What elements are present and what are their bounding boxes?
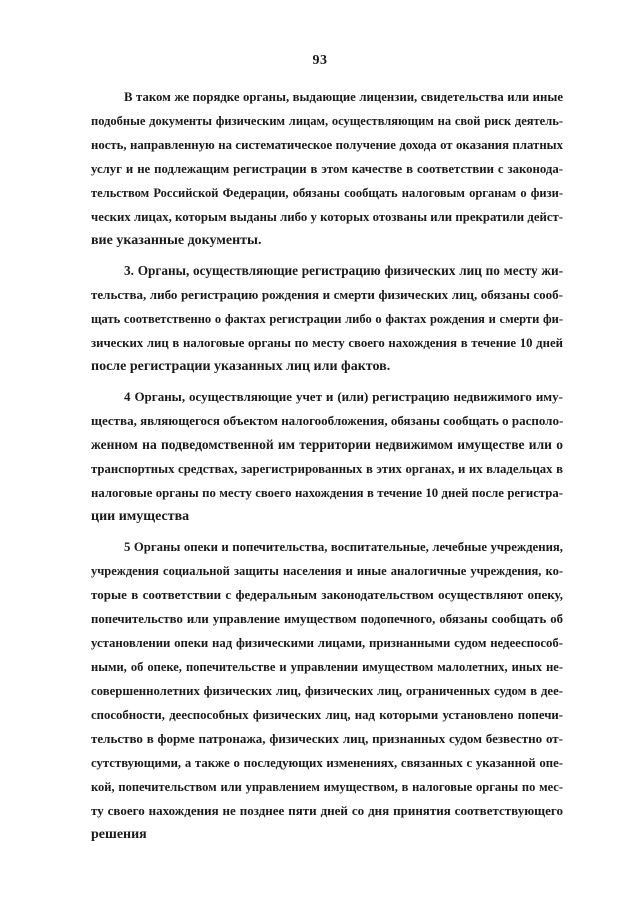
text-line: установлении опеки над физическими лицами, признанными судом недееспособ- <box>91 636 563 650</box>
text-line: зических лиц в налоговые органы по месту своего нахождения в течение 10 дней <box>91 336 563 350</box>
text-line: тельством Российской Федерации, обязаны сообщать налоговым органам о физи- <box>91 186 563 200</box>
text-line: вие указанные документы. <box>91 233 262 248</box>
page-number: 93 <box>312 53 328 68</box>
text-line: 3. Органы, осуществляющие регистрацию физических лиц по месту жи- <box>124 263 563 278</box>
text-line: тельства, либо регистрацию рождения и смерти физических лиц, обязаны сооб- <box>91 287 563 302</box>
text-line: щества, являющегося объектом налогообложения, обязаны сообщать о располо- <box>91 413 564 428</box>
text-line: после регистрации указанных лиц или фактов. <box>91 359 391 374</box>
text-line: решения <box>91 827 147 842</box>
text-line: торые в соответствии с федеральным законодательством осуществляют опеку, <box>91 587 563 602</box>
text-line: кой, попечительством или управлением имуществом, в налоговые органы по мес- <box>91 780 563 794</box>
text-line: ческих лицах, которым выданы либо у которых отозваны или прекратили дейст- <box>91 210 563 224</box>
text-line: транспортных средствах, зарегистрированных в этих органах, и их владельцах в <box>91 462 563 476</box>
text-line: попечительство или управление имуществом подопечного, обязаны сообщать об <box>91 612 563 626</box>
text-line: В таком же порядке органы, выдающие лицензии, свидетельства или иные <box>124 90 563 104</box>
text-line: ции имущества <box>91 509 190 524</box>
text-line: женном на подведомственной им территории недвижимом имуществе или о <box>91 437 563 452</box>
text-line: учреждения социальной защиты населения и иные аналогичные учреждения, ко- <box>91 564 563 578</box>
text-line: сутствующими, а также о последующих изменениях, связанных с указанной опе- <box>91 756 563 770</box>
text-line: услуг и не подлежащим регистрации в этом качестве в соответствии с законода- <box>91 162 563 176</box>
text-line: подобные документы физическим лицам, осуществляющим на свой риск деятель- <box>91 114 563 128</box>
paragraph <box>91 259 563 379</box>
paragraph <box>91 535 563 847</box>
body-text <box>91 85 563 853</box>
paragraph <box>91 85 563 253</box>
text-line: 5 Органы опеки и попечительства, воспитательные, лечебные учреждения, <box>124 540 563 554</box>
text-line: совершеннолетних физических лиц, физических лиц, ограниченных судом в дее- <box>91 684 563 698</box>
text-line: тельство в форме патронажа, физических лиц, признанных судом безвестно от- <box>91 731 563 746</box>
text-line: налоговые органы по месту своего нахождения в течение 10 дней после регистра- <box>91 486 563 500</box>
text-line: 4 Органы, осуществляющие учет и (или) регистрацию недвижимого иму- <box>124 389 563 404</box>
text-line: способности, дееспособных физических лиц, над которыми установлено попечи- <box>91 708 563 722</box>
text-line: ность, направленную на систематическое получение дохода от оказания платных <box>91 138 563 152</box>
text-line: ными, об опеке, попечительстве и управлении имуществом малолетних, иных не- <box>91 660 563 674</box>
paragraph <box>91 385 563 529</box>
text-line: щать соответственно о фактах регистрации либо о фактах рождения и смерти фи- <box>91 312 563 326</box>
text-line: ту своего нахождения не позднее пяти дней со дня принятия соответствующего <box>91 803 563 818</box>
